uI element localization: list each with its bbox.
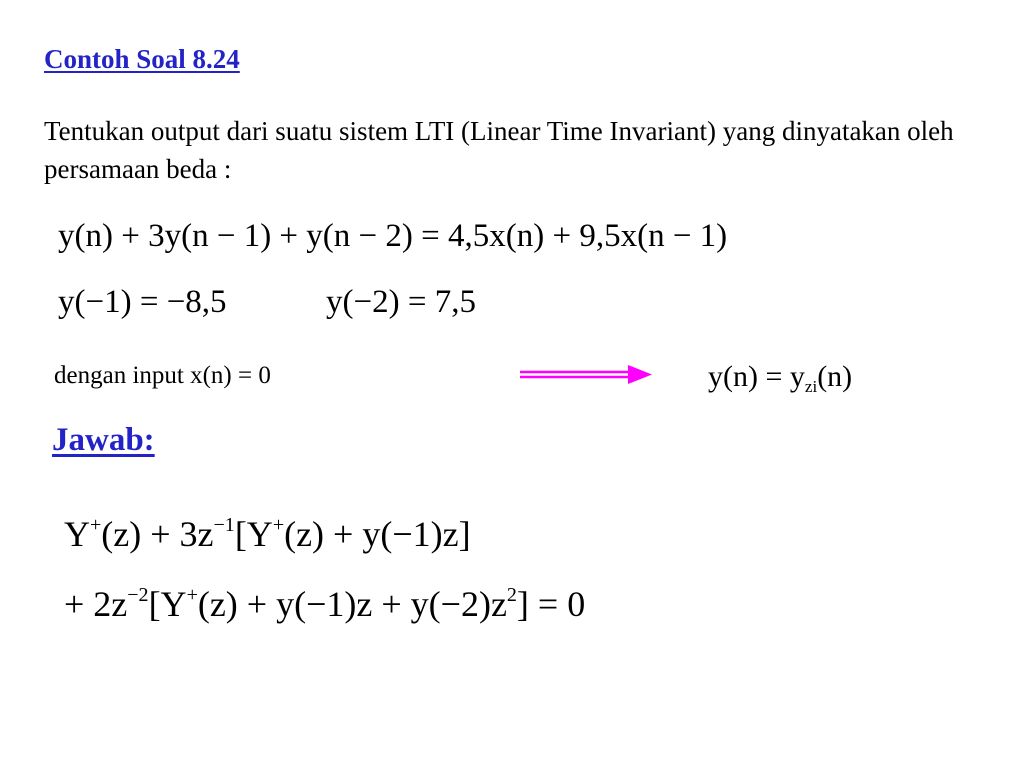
z-transform-line-2 [64, 583, 585, 625]
difference-equation: y(n) + 3y(n − 1) + y(n − 2) = 4,5x(n) + 9,5x(n − 1) [58, 218, 728, 254]
right-arrow-icon [518, 361, 654, 387]
zt2-part-a: + 2z [64, 584, 128, 624]
initial-condition-1: y(−1) = −8,5 [58, 284, 227, 320]
z-transform-line-1 [64, 513, 471, 555]
zt2-sup-a: −2 [127, 584, 149, 606]
result-rhs: (n) [817, 360, 853, 393]
zt1-part-c: [Y [234, 514, 273, 554]
zt1-part-d: (z) + y(−1)z] [284, 514, 471, 554]
zero-input-result [708, 360, 852, 397]
zt2-sup-c: 2 [506, 584, 517, 606]
zt1-part-a: Y [64, 514, 90, 554]
problem-statement: Tentukan output dari suatu sistem LTI (Linear Time Invariant) yang dinyatakan oleh persamaan beda : [44, 116, 954, 184]
initial-condition-2: y(−2) = 7,5 [326, 284, 476, 320]
zt2-sup-b: + [186, 584, 198, 606]
result-subscript: zi [804, 377, 818, 396]
zt1-sup-b: −1 [213, 514, 235, 536]
zt1-sup-c: + [272, 514, 285, 536]
zt1-sup-a: + [90, 514, 102, 536]
result-lhs: y(n) = y [708, 360, 805, 393]
zt2-part-c: (z) + y(−1)z + y(−2)z [197, 584, 507, 624]
answer-heading: Jawab: [52, 422, 155, 458]
zt2-part-b: [Y [148, 584, 187, 624]
zt2-part-d: ] = 0 [516, 584, 586, 624]
zt1-part-b: (z) + 3z [101, 514, 214, 554]
input-statement: dengan input x(n) = 0 [54, 362, 271, 389]
slide-title: Contoh Soal 8.24 [44, 44, 240, 74]
